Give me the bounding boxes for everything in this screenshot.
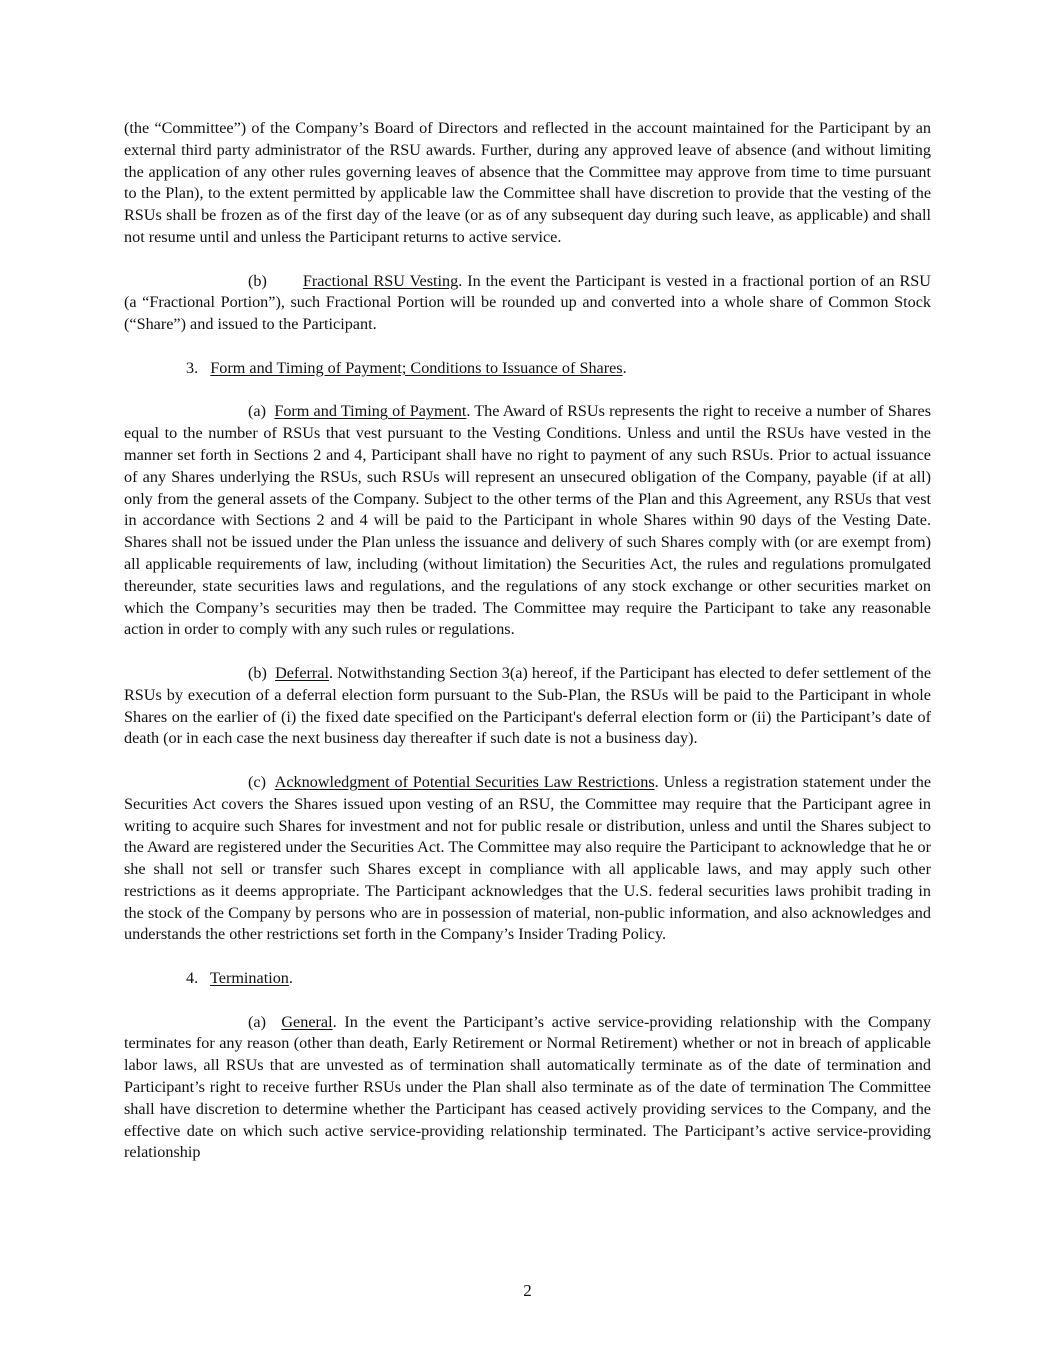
section-3c-body: . Unless a registration statement under the Securities Act covers the Shares issued upon vesting of an RSU, the Committee may require that the Participant agree in writing to acquire such Shares for investment and not for public resale or distribution, unless and until the Shares subject to the Award are registered under the Securities Act. The Committee may also require the Participant to acknowledge that he or she shall not sell or transfer such Shares except in compliance with all applicable laws, and may apply such other restrictions as it deems appropriate. The Participant acknowledges that the U.S. federal securities laws prohibit trading in the stock of the Company by persons who are in possession of material, non-public information, and also acknowledges and understands the other restrictions set forth in the Company’s Insider Trading Policy.	[124, 772, 932, 944]
section-3a-title: Form and Timing of Payment	[274, 402, 467, 421]
section-3-number: 3.	[186, 358, 199, 377]
section-3b-marker: (b)	[248, 663, 267, 682]
section-3c-marker: (c)	[248, 772, 266, 791]
section-2b-body: . In the event the Participant is vested in a fractional portion of an RSU (a “Fractional Portion”), such Fractional Portion will be rounded up and converted into a whole share of Common Stock (“Share”) and issued to the Participant.	[124, 271, 931, 334]
section-3-end: .	[622, 358, 627, 377]
section-4a-body: . In the event the Participant’s active service-providing relationship with the Company terminates for any reason (other than death, Early Retirement or Normal Retirement) whether or not in breach of applicable labor laws, all RSUs that are unvested as of termination shall automatically terminate as of the date of termination and Participant’s right to receive further RSUs under the Plan shall also terminate as of the date of termination The Committee shall have discretion to determine whether the Participant has ceased actively providing services to the Company, and the effective date on which such active service-providing relationship terminated. The Participant’s active service-providing relationship	[124, 1012, 931, 1162]
section-2b-paragraph	[124, 271, 931, 336]
section-3c-title: Acknowledgment of Potential Securities Law Restrictions	[274, 772, 655, 791]
section-4-end: .	[288, 969, 293, 988]
section-2b-title: Fractional RSU Vesting	[302, 271, 459, 290]
section-3c-paragraph	[124, 772, 931, 946]
section-3a-paragraph	[124, 401, 931, 641]
section-4-title: Termination	[210, 969, 289, 988]
document-body	[124, 118, 931, 1164]
paragraph-continued-text: (the “Committee”) of the Company’s Board of Directors and reflected in the account maintained for the Participant by an external third party administrator of the RSU awards. Further, during any approved leave of absence (and without limiting the application of any other rules governing leaves of absence that the Committee may approve from time to time pursuant to the Plan), to the extent permitted by applicable law the Committee shall have discretion to provide that the vesting of the RSUs shall be frozen as of the first day of the leave (or as of any subsequent day during such leave, as applicable) and shall not resume until and unless the Participant returns to active service.	[124, 119, 931, 246]
section-4-heading	[124, 968, 931, 990]
section-3b-title: Deferral	[275, 663, 329, 682]
section-3b-body: . Notwithstanding Section 3(a) hereof, if the Participant has elected to defer settlement of the RSUs by execution of a deferral election form pursuant to the Sub-Plan, the RSUs will be paid to the Participant in whole Shares on the earlier of (i) the fixed date specified on the Participant's deferral election form or (ii) the Participant’s date of death (or in each case the next business day thereafter if such date is not a business day).	[124, 663, 932, 748]
section-3b-paragraph	[124, 663, 931, 750]
paragraph-continued	[124, 118, 931, 249]
section-4a-marker: (a)	[248, 1012, 266, 1031]
section-3a-body: . The Award of RSUs represents the right to receive a number of Shares equal to the number of RSUs that vest pursuant to the Vesting Conditions. Unless and until the RSUs have vested in the manner set forth in Sections 2 and 4, Participant shall have no right to payment of any such RSUs. Prior to actual issuance of any Shares underlying the RSUs, such RSUs will represent an unsecured obligation of the Company, payable (if at all) only from the general assets of the Company. Subject to the other terms of the Plan and this Agreement, any RSUs that vest in accordance with Sections 2 and 4 will be paid to the Participant in whole Shares within 90 days of the Vesting Date. Shares shall not be issued under the Plan unless the issuance and delivery of such Shares comply with (or are exempt from) all applicable requirements of law, including (without limitation) the Securities Act, the rules and regulations promulgated thereunder, state securities laws and regulations, and the regulations of any stock exchange or other securities market on which the Company’s securities may then be traded. The Committee may require the Participant to take any reasonable action in order to comply with any such rules or regulations.	[124, 402, 931, 639]
section-3a-marker: (a)	[248, 402, 266, 421]
section-4a-paragraph	[124, 1012, 931, 1165]
section-3-title: Form and Timing of Payment; Conditions to Issuance of Shares	[210, 358, 623, 377]
section-2b-marker: (b)	[248, 271, 267, 290]
section-3-heading	[124, 358, 931, 380]
section-4a-title: General	[281, 1012, 333, 1031]
page-number: 2	[523, 1281, 532, 1300]
section-4-number: 4.	[186, 969, 199, 988]
